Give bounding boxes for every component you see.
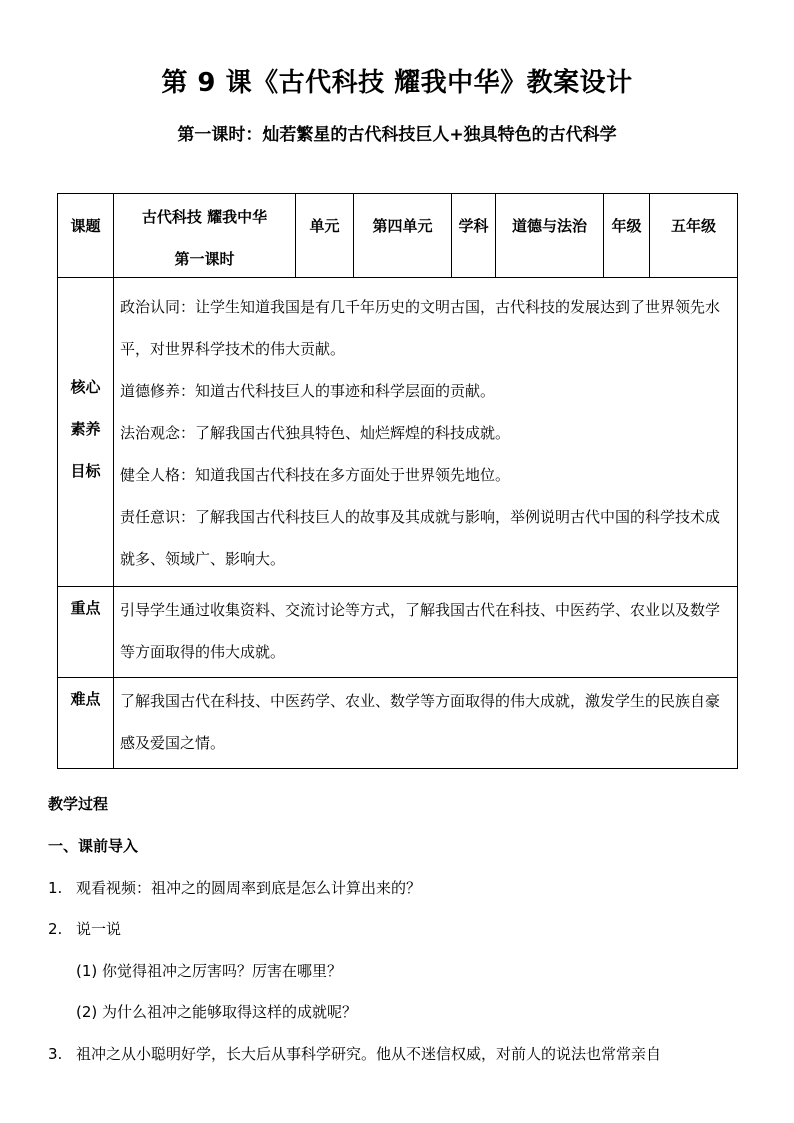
- core-goal-item: 政治认同：让学生知道我国是有几千年历史的文明古国，古代科技的发展达到了世界领先水平，对世界科学技术的伟大贡献。: [120, 298, 721, 358]
- process-heading: 教学过程: [48, 795, 109, 813]
- core-goals-content: [114, 278, 738, 587]
- header-row: [58, 194, 738, 278]
- subject-value: 道德与法治: [496, 194, 604, 278]
- key-point-row: [58, 587, 738, 678]
- page-subtitle: 第一课时：灿若繁星的古代科技巨人+独具特色的古代科学: [177, 125, 617, 145]
- topic-label: 课题: [58, 194, 114, 278]
- sub-list-item: (1) 你觉得祖冲之厉害吗？厉害在哪里？: [76, 962, 343, 980]
- key-point-label: 重点: [58, 587, 114, 678]
- core-goals-label-line: 素养: [70, 420, 101, 438]
- list-item: [48, 918, 121, 939]
- difficult-point-label: 难点: [58, 678, 114, 769]
- core-goals-label: [58, 278, 114, 587]
- list-item-number: 2.: [48, 920, 63, 938]
- subject-label: 学科: [452, 194, 496, 278]
- unit-value: 第四单元: [354, 194, 452, 278]
- list-item-text: 说一说: [76, 920, 122, 938]
- lesson-plan-table: [57, 193, 738, 769]
- core-goals-label-line: 目标: [70, 462, 101, 480]
- grade-value: 五年级: [650, 194, 738, 278]
- list-item-number: 1.: [48, 879, 63, 897]
- grade-label: 年级: [604, 194, 650, 278]
- core-goals-label-line: 核心: [70, 378, 101, 396]
- section-heading-intro: 一、课前导入: [48, 837, 139, 855]
- page-title: 第 9 课《古代科技 耀我中华》教案设计: [161, 68, 633, 98]
- key-point-content: 引导学生通过收集资料、交流讨论等方式，了解我国古代在科技、中医药学、农业以及数学等方面取得的伟大成就。: [114, 587, 738, 678]
- core-goal-item: 健全人格：知道我国古代科技在多方面处于世界领先地位。: [120, 466, 511, 484]
- topic-value-line2: 第一课时: [174, 250, 235, 268]
- topic-value: [114, 194, 296, 278]
- topic-value-line1: 古代科技 耀我中华: [141, 208, 268, 226]
- difficult-point-content: 了解我国古代在科技、中医药学、农业、数学等方面取得的伟大成就，激发学生的民族自豪感及爱国之情。: [114, 678, 738, 769]
- list-item-text: 祖冲之从小聪明好学，长大后从事科学研究。他从不迷信权威，对前人的说法也常常亲自: [76, 1045, 662, 1063]
- list-item: [48, 877, 421, 898]
- list-item-number: 3.: [48, 1045, 63, 1063]
- sub-list-item: (2) 为什么祖冲之能够取得这样的成就呢？: [76, 1003, 358, 1021]
- list-item: [48, 1043, 661, 1064]
- core-goal-item: 法治观念：了解我国古代独具特色、灿烂辉煌的科技成就。: [120, 424, 511, 442]
- list-item-text: 观看视频：祖冲之的圆周率到底是怎么计算出来的？: [76, 879, 422, 897]
- core-goal-item: 责任意识：了解我国古代科技巨人的故事及其成就与影响，举例说明古代中国的科学技术成就多、领域广、影响大。: [120, 508, 721, 568]
- difficult-point-row: [58, 678, 738, 769]
- core-goals-row: [58, 278, 738, 587]
- core-goal-item: 道德修养：知道古代科技巨人的事迹和科学层面的贡献。: [120, 382, 496, 400]
- unit-label: 单元: [296, 194, 354, 278]
